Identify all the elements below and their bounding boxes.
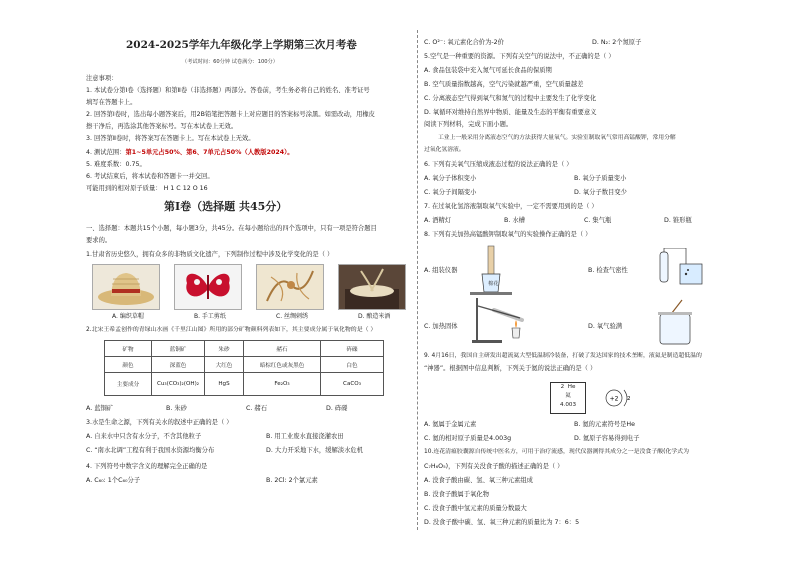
table-cell: 大红色 bbox=[205, 357, 244, 373]
shell-electron-count: 2 bbox=[627, 396, 631, 402]
q5-option-d: D. 氧循环对维持自然界中物质、能量及生态的平衡有重要意义 bbox=[424, 109, 597, 116]
q9-option-c: C. 氦的相对原子质量是4.003g bbox=[424, 435, 512, 442]
q10-stem-2: C₇H₆O₅)，下列有关没食子酸的描述正确的是（ ） bbox=[424, 463, 564, 470]
q6-stem: 6. 下列有关氧气压缩成液态过程的说法正确的是（ ） bbox=[424, 161, 573, 168]
q4-options-cd bbox=[424, 38, 742, 47]
q1-option-b: B. 手工剪纸 bbox=[194, 313, 226, 320]
q9-options-ab bbox=[424, 420, 724, 429]
q3-options-cd bbox=[86, 446, 416, 455]
q10-option-b: B. 没食子酸属于氧化物 bbox=[424, 491, 489, 498]
q3-stem: 3.水是生命之源，下列有关水的叙述中正确的是（ ） bbox=[86, 419, 233, 426]
q3-option-d: D. 大力开采地下水，缓解淡水危机 bbox=[266, 447, 364, 454]
q2-options bbox=[86, 404, 406, 413]
section-1-title: 第Ⅰ卷（选择题 共45分） bbox=[164, 200, 288, 213]
q10-option-a: A. 没食子酸由碳、氢、氧三种元素组成 bbox=[424, 477, 533, 484]
helium-number-symbol bbox=[551, 383, 585, 392]
helium-atom-structure-diagram bbox=[600, 384, 640, 412]
table-cell: 深蓝色 bbox=[152, 357, 205, 373]
q9-option-a: A. 氦属于金属元素 bbox=[424, 421, 477, 428]
q5-option-b: B. 空气质量指数越高，空气污染就越严重，空气质量越差 bbox=[424, 81, 584, 88]
table-cell: 砗磲 bbox=[321, 341, 384, 357]
q8-option-b: B. 检查气密性 bbox=[588, 267, 628, 274]
table-cell: 蓝铜矿 bbox=[152, 341, 205, 357]
q9-stem-2: “神器”。根据图中信息判断，下列关于氦的说法正确的是（ ） bbox=[424, 365, 597, 372]
q7-stem: 7. 在过氧化氢溶液制取氧气实验中，一定不需要用到的是（ ） bbox=[424, 203, 598, 210]
note-3: 3. 回答第Ⅱ卷时，将答案写在答题卡上。写在本试卷上无效。 bbox=[86, 135, 255, 142]
table-row bbox=[105, 357, 384, 373]
table-cell: Cu₃(CO₃)₂(OH)₂ bbox=[152, 373, 205, 396]
paper-cut-image bbox=[174, 264, 242, 310]
q1-stem: 1.甘肃省历史悠久，拥有众多的非物质文化遗产，下列制作过程中涉及化学变化的是（ ） bbox=[86, 251, 334, 258]
q1-option-c: C. 丝绸刺绣 bbox=[276, 313, 309, 320]
q6-option-a: A. 氧分子体积变小 bbox=[424, 175, 477, 182]
q5-stem: 5.空气是一种重要的资源。下列有关空气的说法中，不正确的是（ ） bbox=[424, 53, 615, 60]
oxygen-full-test-illustration bbox=[656, 296, 700, 346]
q10-option-d: D. 没食子酸中碳、氢、氧三种元素的质量比为 7：6：5 bbox=[424, 519, 580, 526]
nuclear-charge: +2 bbox=[609, 395, 619, 403]
table-cell: 暗棕红色或灰黑色 bbox=[244, 357, 321, 373]
q3-option-a: A. 自来水中只含有水分子，不含其他粒子 bbox=[86, 433, 202, 440]
column-divider bbox=[417, 30, 418, 530]
straw-hat-image bbox=[92, 264, 160, 310]
passage-line-1: 工业上一般采用分离液态空气的方法获得大量氧气。实验室制取氧气常用高锰酸钾，常用分解 bbox=[438, 135, 676, 141]
q6-option-b: B. 氧分子质量变小 bbox=[574, 175, 627, 182]
q4-option-c: C. O²⁻: 氧元素化合价为-2价 bbox=[424, 39, 504, 46]
note-4-scope: 第1~5单元占50%、第6、7单元占50%（人教版2024）。 bbox=[125, 149, 294, 156]
table-cell: HgS bbox=[205, 373, 244, 396]
q9-options-cd bbox=[424, 434, 724, 443]
q2-option-d: D. 砗磲 bbox=[326, 405, 348, 412]
q8-option-a: A. 组装仪器 bbox=[424, 267, 458, 274]
note-1a: 1. 本试卷分第Ⅰ卷（选择题）和第Ⅱ卷（非选择题）两部分。答卷前，考生务必将自己的姓名、准考证号 bbox=[86, 87, 370, 94]
q3-options-ab bbox=[86, 432, 416, 441]
rice-wine-image bbox=[338, 264, 406, 310]
q6-options-cd bbox=[424, 188, 724, 197]
q4-option-b: B. 2Cl: 2个氯元素 bbox=[266, 477, 318, 484]
q7-option-d: D. 锥形瓶 bbox=[664, 217, 692, 224]
table-cell: 主要成分 bbox=[105, 373, 152, 396]
table-cell: CaCO₃ bbox=[321, 373, 384, 396]
q1-option-a: A. 编织草帽 bbox=[112, 313, 144, 320]
note-4 bbox=[86, 148, 294, 157]
helium-element-cell bbox=[550, 382, 586, 414]
note-5: 5. 难度系数：0.75。 bbox=[86, 161, 146, 168]
table-cell: 赭石 bbox=[244, 341, 321, 357]
embroidery-image bbox=[256, 264, 324, 310]
element-name: 氦 bbox=[565, 393, 571, 399]
q7-option-a: A. 酒精灯 bbox=[424, 217, 452, 224]
q10-option-c: C. 没食子酸中氢元素的质量分数最大 bbox=[424, 505, 527, 512]
section-1-intro-a: 一、选择题：本题共15个小题，每小题3分，共45分。在每小题给出的四个选项中，只有一项是符合题目 bbox=[86, 225, 377, 232]
q6-options-ab bbox=[424, 174, 724, 183]
table-cell: 白色 bbox=[321, 357, 384, 373]
q2-option-a: A. 蓝铜矿 bbox=[86, 405, 114, 412]
q4-option-a: A. C₆₀: 1个C₆₀分子 bbox=[86, 477, 141, 484]
mineral-table bbox=[104, 340, 384, 396]
q7-option-b: B. 水槽 bbox=[504, 217, 525, 224]
q8-stem: 8. 下列有关加热高锰酸钾制取氧气的实验操作正确的是（ ） bbox=[424, 231, 592, 238]
q10-stem-1: 10.连花清瘟胶囊源自传统中医名方，可用于治疗流感，现代仪器测得其成分之一是没食子酸(化学式为 bbox=[424, 449, 689, 455]
table-cell: 颜色 bbox=[105, 357, 152, 373]
q4-option-d: D. N₂: 2个氮原子 bbox=[592, 39, 642, 46]
q8-option-c: C. 加热固体 bbox=[424, 323, 458, 330]
passage-line-2: 过氧化氢溶液。 bbox=[424, 147, 465, 153]
q6-option-c: C. 氧分子间隔变小 bbox=[424, 189, 477, 196]
heat-solid-illustration bbox=[470, 292, 540, 344]
q2-option-c: C. 赭石 bbox=[246, 405, 267, 412]
atomic-mass: 4.003 bbox=[559, 402, 576, 408]
q8-option-d: D. 氧气验满 bbox=[588, 323, 623, 330]
q9-option-b: B. 氦的元素符号是He bbox=[574, 421, 636, 428]
note-6: 6. 考试结束后，将本试卷和答题卡一并交回。 bbox=[86, 173, 214, 180]
q4-options-ab bbox=[86, 476, 416, 485]
table-cell: 朱砂 bbox=[205, 341, 244, 357]
element-symbol: He bbox=[567, 384, 576, 390]
q5-option-c: C. 分离液态空气得到氧气和氮气的过程中主要发生了化学变化 bbox=[424, 95, 597, 102]
notes-heading: 注意事项： bbox=[86, 75, 118, 82]
atomic-masses: 可能用到的相对原子质量： H 1 C 12 O 16 bbox=[86, 185, 208, 192]
passage-lead: 阅读下列材料，完成下面小题。 bbox=[424, 121, 513, 128]
table-cell: 矿物 bbox=[105, 341, 152, 357]
q1-option-d: D. 酿造米酒 bbox=[358, 313, 391, 320]
q4-stem: 4. 下列符号中数字含义的理解完全正确的是 bbox=[86, 463, 208, 470]
q3-option-c: C. “南水北调”工程有利于我国水资源均衡分布 bbox=[86, 447, 215, 454]
note-1b: 填写在答题卡上。 bbox=[86, 99, 137, 106]
exam-title: 2024-2025学年九年级化学上学期第三次月考卷 bbox=[126, 39, 357, 51]
q3-option-b: B. 用工业废水直接浇灌农田 bbox=[266, 433, 344, 440]
q9-option-d: D. 氦原子容易得到电子 bbox=[574, 435, 640, 442]
atomic-number: 2 bbox=[560, 384, 565, 390]
cotton-label: 棉花 bbox=[488, 281, 499, 287]
note-2a: 2. 回答第Ⅰ卷时，选出每小题答案后，用2B铅笔把答题卡上对应题目的答案标号涂黑。如需改动，用橡皮 bbox=[86, 111, 375, 118]
q2-stem: 2.北宋王希孟创作的青绿山水画《千里江山图》所用的部分矿物颜料列表如下，其主要成分属于氧化物的是（ ） bbox=[86, 327, 377, 333]
q5-option-a: A. 食品包装袋中充入氮气可延长食品的保质期 bbox=[424, 67, 552, 74]
exam-info: （考试时间：60分钟 试卷满分：100分） bbox=[182, 59, 278, 65]
table-row bbox=[105, 373, 384, 396]
q9-stem-1: 9. 4月16日，我国自主研发出超流氦大型低温制冷装备，打破了发达国家的技术垄断，液氦是制造超低温的 bbox=[424, 353, 702, 359]
table-cell: Fe₂O₃ bbox=[244, 373, 321, 396]
section-1-intro-b: 要求的。 bbox=[86, 237, 112, 244]
q7-option-c: C. 集气瓶 bbox=[584, 217, 612, 224]
note-4-prefix: 4. 测试范围： bbox=[86, 149, 126, 156]
q6-option-d: D. 氧分子数目变少 bbox=[574, 189, 627, 196]
air-tightness-check-illustration bbox=[656, 248, 706, 288]
table-row bbox=[105, 341, 384, 357]
note-2b: 擦干净后，再选涂其他答案标号。写在本试卷上无效。 bbox=[86, 123, 238, 130]
q7-options bbox=[424, 216, 744, 225]
q2-option-b: B. 朱砂 bbox=[166, 405, 187, 412]
